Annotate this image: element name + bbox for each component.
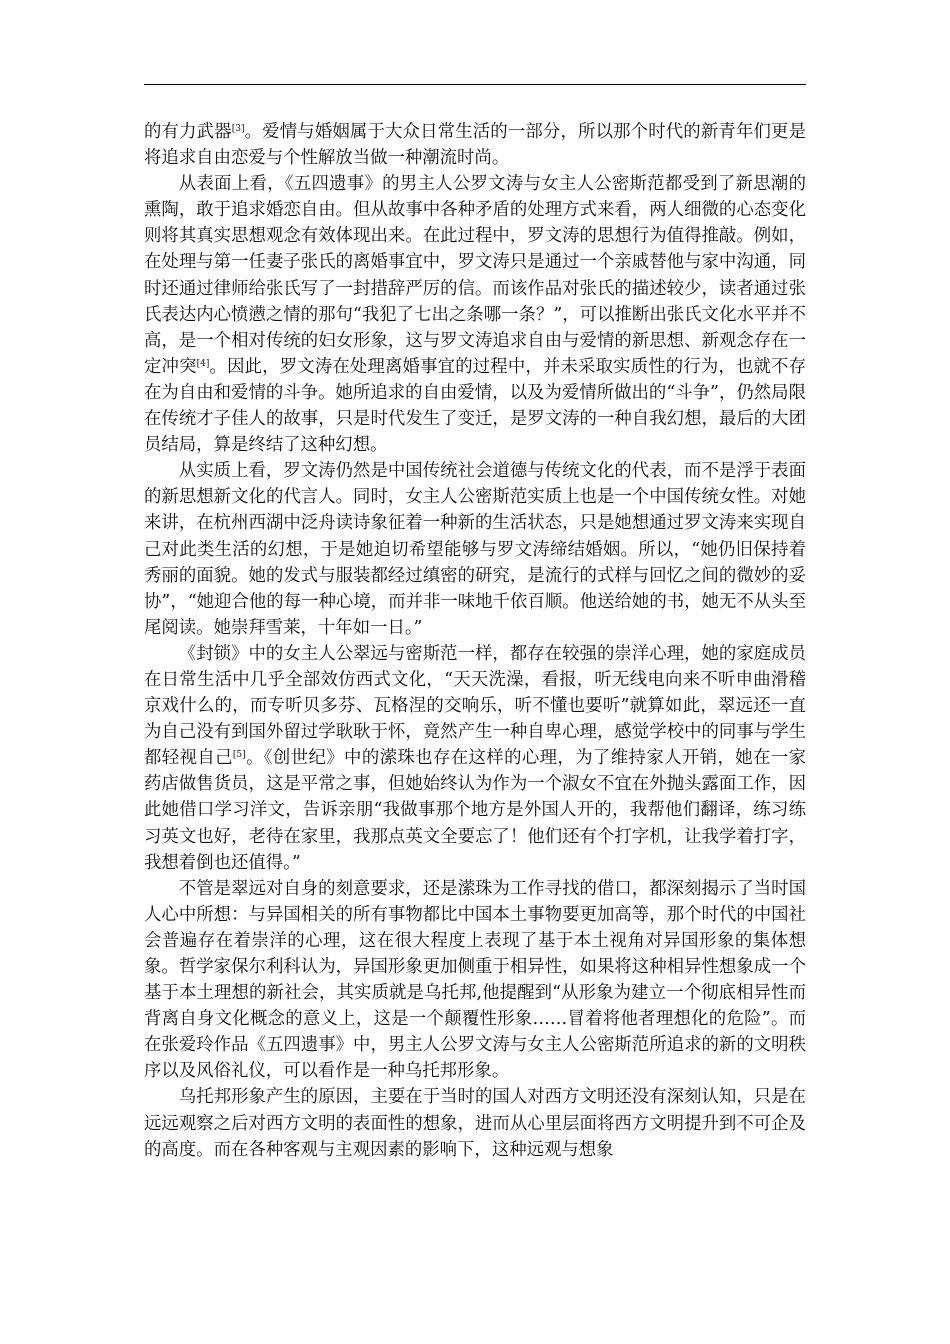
text-run: 乌托邦形象产生的原因，主要在于当时的国人对西方文明还没有深刻认知，只是在远远观察之后对西方文明的表面性的想象，进而从心里层面将西方文明提升到不可企及的高度。而在各种客观与主观因素的影响下，这种远观与想象 <box>144 1087 806 1160</box>
paragraph <box>144 1084 806 1162</box>
text-run: 。爱情与婚姻属于大众日常生活的一部分，所以那个时代的新青年们更是将追求自由恋爱与个性解放当做一种潮流时尚。 <box>144 122 806 169</box>
paragraph <box>144 876 806 1085</box>
header-rule <box>144 84 806 85</box>
text-run: 从实质上看，罗文涛仍然是中国传统社会道德与传统文化的代表，而不是浮于表面的新思想新文化的代言人。同时，女主人公密斯范实质上也是一个中国传统女性。对她来讲，在杭州西湖中泛舟读诗象征着一种新的生活状态，只是她想通过罗文涛来实现自己对此类生活的幻想，于是她迫切希望能够与罗文涛缔结婚姻。所以，“她仍旧保持着秀丽的面貌。她的发式与服装都经过缜密的研究，是流行的式样与回忆之间的微妙的妥协”，“她迎合他的每一种心境，而并非一味地千依百顺。他送给她的书，她无不从头至尾阅读。她崇拜雪莱，十年如一日。” <box>144 461 806 638</box>
text-run: 。《创世纪》中的潆珠也存在这样的心理，为了维持家人开销，她在一家药店做售货员，这是平常之事，但她始终认为作为一个淑女不宜在外抛头露面工作，因此她借口学习洋文，告诉亲朋“我做事那个地方是外国人开的，我帮他们翻译，练习练习英文也好，老待在家里，我那点英文全要忘了！他们还有个打字机，让我学着打字，我想着倒也还值得。” <box>144 748 806 873</box>
paragraph <box>144 171 806 458</box>
text-run: 的有力武器 <box>144 122 232 142</box>
text-run: 《封锁》中的女主人公翠远与密斯范一样，都存在较强的崇洋心理，她的家庭成员在日常生活中几乎全部效仿西式文化，“天天洗澡，看报，听无线电向来不听申曲滑稽京戏什么的，而专听贝多芬、瓦格涅的交响乐，听不懂也要听”就算如此，翠远还一直为自己没有到国外留过学耿耿于怀，竟然产生一种自卑心理，感觉学校中的同事与学生都轻视自己 <box>144 643 806 769</box>
paragraph <box>144 119 806 171</box>
text-run: 从表面上看，《五四遗事》的男主人公罗文涛与女主人公密斯范都受到了新思潮的熏陶，敢于追求婚恋自由。但从故事中各种矛盾的处理方式来看，两人细微的心态变化则将其真实思想观念有效体现出来。在此过程中，罗文涛的思想行为值得推敲。例如，在处理与第一任妻子张氏的离婚事宜中，罗文涛只是通过一个亲戚替他与家中沟通，同时还通过律师给张氏写了一封措辞严厉的信。而该作品对张氏的描述较少，读者通过张氏表达内心愤懑之情的那句“我犯了七出之条哪一条？”，可以推断出张氏文化水平并不高，是一个相对传统的妇女形象，这与罗文涛追求自由与爱情的新思想、新观念存在一定冲突 <box>144 174 806 377</box>
text-run: 不管是翠远对自身的刻意要求，还是潆珠为工作寻找的借口，都深刻揭示了当时国人心中所想：与异国相关的所有事物都比中国本土事物要更加高等，那个时代的中国社会普遍存在着崇洋的心理，这在很大程度上表现了基于本土视角对异国形象的集体想象。哲学家保尔利科认为，异国形象更加侧重于相异性，如果将这种相异性想象成一个基于本土理想的新社会，其实质就是乌托邦,他提醒到“从形象为建立一个彻底相异性而背离自身文化概念的意义上，这是一个颠覆性形象……冒着将他者理想化的危险”。而在张爱玲作品《五四遗事》中，男主人公罗文涛与女主人公密斯范所追求的新的文明秩序以及风俗礼仪，可以看作是一种乌托邦形象。 <box>144 878 806 1082</box>
text-run: 。因此，罗文涛在处理离婚事宜的过程中，并未采取实质性的行为，也就不存在为自由和爱情的斗争。她所追求的自由爱情，以及为爱情所做出的“斗争”，仍然局限在传统才子佳人的故事，只是时代发生了变迁，是罗文涛的一种自我幻想，最后的大团员结局，算是终结了这种幻想。 <box>144 356 806 456</box>
citation-ref: [4] <box>196 358 210 369</box>
citation-ref: [5] <box>232 750 246 761</box>
paragraph <box>144 458 806 641</box>
paragraph <box>144 641 806 876</box>
body-text <box>144 119 806 1163</box>
citation-ref: [3] <box>231 124 245 134</box>
